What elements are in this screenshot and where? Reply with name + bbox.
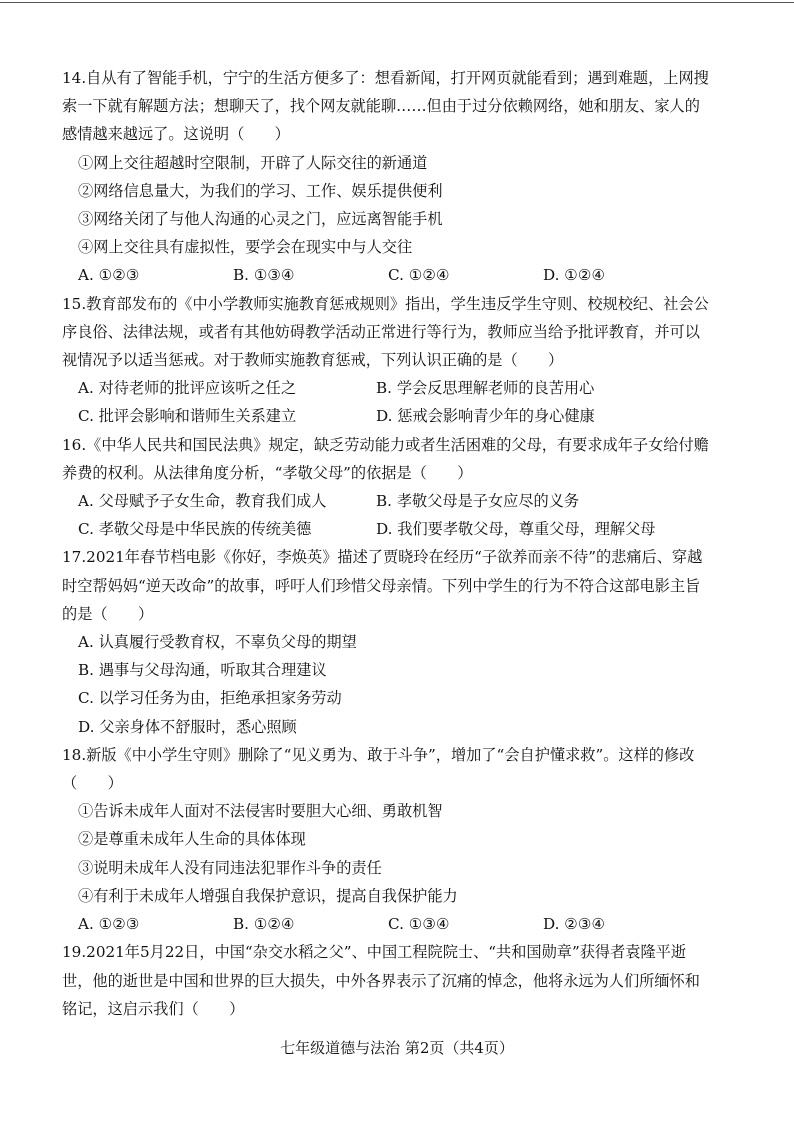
choice-b: B. 遇事与父母沟通，听取其合理建议 [78, 661, 327, 680]
question-18 [62, 741, 714, 938]
choice-d: D. 我们要孝敬父母，尊重父母，理解父母 [376, 520, 656, 539]
question-number: 17. [62, 548, 87, 567]
answer-choices-row-2 [62, 515, 714, 543]
question-19-stem: 19.2021年5月22日，中国“杂交水稻之父”、中国工程院院士、“共和国勋章”获得者袁隆平逝世，他的逝世是中国和世界的巨大损失，中外各界表示了沉痛的悼念，他将永远为人们所缅怀和铭记，这启示我们（ ） [62, 943, 700, 1018]
answer-choices-row-1 [62, 374, 714, 402]
choice-d: D. ①②④ [543, 266, 606, 285]
question-15-stem: 15.教育部发布的《中小学教师实施教育惩戒规则》指出，学生违反学生守则、校规校纪、社会公序良俗、法律法规，或者有其他妨碍教学活动正常进行等行为，教师应当给予批评教育，并可以视情况予以适当惩戒。对于教师实施教育惩戒，下列认识正确的是（ ） [62, 294, 709, 370]
choice-d: D. 惩戒会影响青少年的身心健康 [376, 407, 595, 426]
choice-b: B. ①③④ [233, 266, 295, 285]
choice-a: A. 对待老师的批评应该听之任之 [78, 379, 297, 398]
question-number: 19. [62, 943, 87, 962]
statement-4: ④有利于未成年人增强自我保护意识，提高自我保护能力 [78, 886, 458, 905]
exam-page-body [62, 64, 714, 1023]
choice-c: C. ①②④ [388, 266, 450, 285]
statement-2: ②是尊重未成年人生命的具体体现 [78, 830, 306, 849]
choice-b: B. ①②④ [233, 915, 295, 934]
question-number: 15. [62, 294, 87, 313]
choice-b: B. 学会反思理解老师的良苦用心 [376, 379, 595, 398]
choice-a: A. ①②③ [78, 915, 140, 934]
page-footer: 七年级道德与法治 第2页（共4页） [280, 1039, 514, 1057]
answer-choices-row-2 [62, 402, 714, 430]
answer-choices [62, 261, 714, 289]
choice-c: C. 孝敬父母是中华民族的传统美德 [78, 520, 312, 539]
statement-4: ④网上交往具有虚拟性，要学会在现实中与人交往 [78, 238, 413, 257]
question-15 [62, 290, 714, 431]
top-border-line [0, 2, 794, 3]
choice-c: C. ①③④ [388, 915, 450, 934]
statement-1: ①告诉未成年人面对不法侵害时要胆大心细、勇敢机智 [78, 802, 443, 821]
choice-a: A. 父母赋予子女生命，教育我们成人 [78, 492, 327, 511]
choice-c: C. 批评会影响和谐师生关系建立 [78, 407, 297, 426]
statement-2: ②网络信息量大，为我们的学习、工作、娱乐提供便利 [78, 181, 443, 200]
question-16 [62, 431, 714, 544]
statement-3: ③网络关闭了与他人沟通的心灵之门，应远离智能手机 [78, 210, 443, 229]
statement-3: ③说明未成年人没有同违法犯罪作斗争的责任 [78, 858, 382, 877]
statement-1: ①网上交往超越时空限制，开辟了人际交往的新通道 [78, 153, 428, 172]
question-number: 18. [62, 745, 87, 764]
answer-choices [62, 910, 714, 938]
choice-c: C. 以学习任务为由，拒绝承担家务劳动 [78, 689, 342, 708]
question-17 [62, 543, 714, 740]
question-number: 16. [62, 435, 87, 454]
question-19 [62, 938, 714, 1023]
choice-a: A. ①②③ [78, 266, 140, 285]
question-18-stem: 18.新版《中小学生守则》删除了“见义勇为、敢于斗争”，增加了“会自护懂求救”。这样的修改（ ） [62, 745, 695, 793]
choice-d: D. 父亲身体不舒服时，悉心照顾 [78, 717, 297, 736]
question-17-stem: 17.2021年春节档电影《你好，李焕英》描述了贾晓玲在经历“子欲养而亲不待”的悲痛后、穿越时空帮妈妈“逆天改命”的故事，呼吁人们珍惜父母亲情。下列中学生的行为不符合这部电影主旨的是（ ） [62, 548, 703, 623]
choice-a: A. 认真履行受教育权，不辜负父母的期望 [78, 633, 357, 652]
question-14-stem: 14.自从有了智能手机，宁宁的生活方便多了：想看新闻，打开网页就能看到；遇到难题，上网搜索一下就有解题方法；想聊天了，找个网友就能聊……但由于过分依赖网络，她和朋友、家人的感情越来越远了。这说明（ ） [62, 69, 709, 144]
question-16-stem: 16.《中华人民共和国民法典》规定，缺乏劳动能力或者生活困难的父母，有要求成年子女给付赡养费的权利。从法律角度分析，“孝敬父母”的依据是（ ） [62, 435, 709, 482]
question-14 [62, 64, 714, 290]
answer-choices-row-1 [62, 487, 714, 515]
choice-b: B. 孝敬父母是子女应尽的义务 [376, 492, 580, 511]
question-number: 14. [62, 69, 87, 87]
choice-d: D. ②③④ [543, 915, 606, 934]
